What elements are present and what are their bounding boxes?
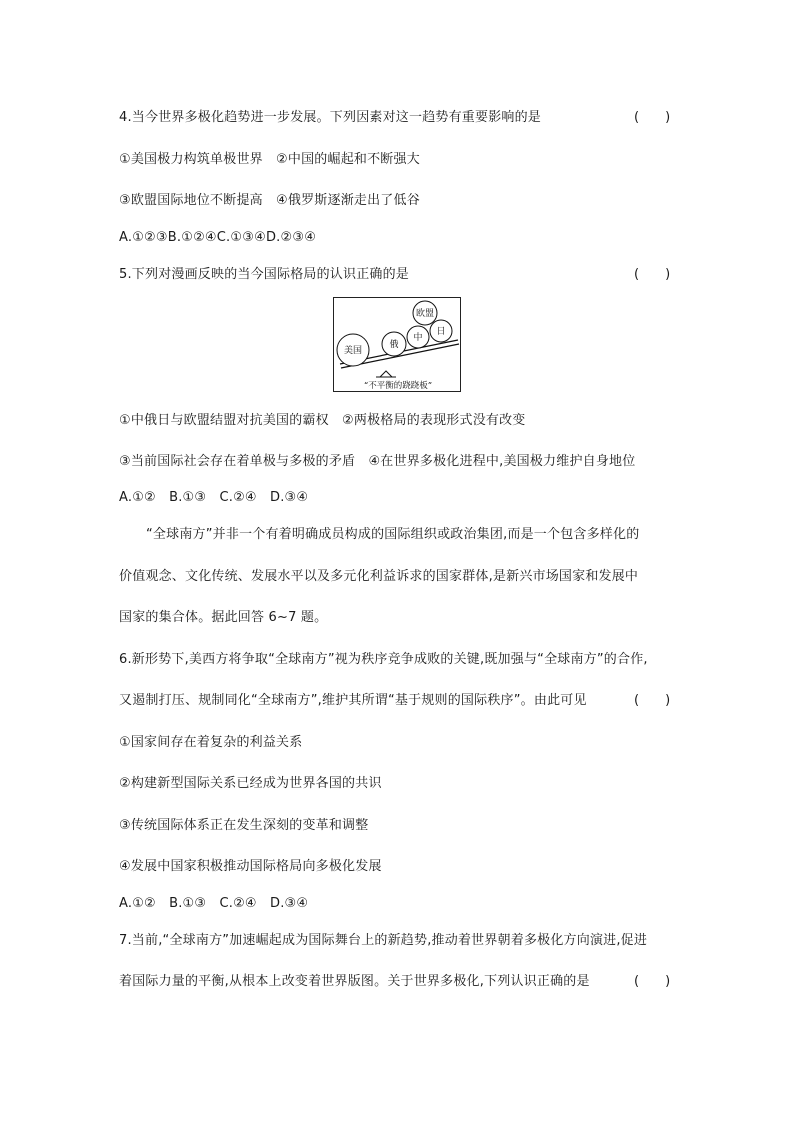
q4-answer-paren: ( ) <box>634 110 671 125</box>
passage-line-1: “全球南方”并非一个有着明确成员构成的国际组织或政治集团,而是一个包含多样化的 <box>146 527 640 542</box>
q5-stem: 5.下列对漫画反映的当今国际格局的认识正确的是 <box>119 267 410 282</box>
passage-line-2: 价值观念、文化传统、发展水平以及多元化利益诉求的国家群体,是新兴市场国家和发展中 <box>119 569 639 584</box>
q4-choices: A.①②③B.①②④C.①③④D.②③④ <box>119 230 317 245</box>
q6-option-2: ②构建新型国际关系已经成为世界各国的共识 <box>119 776 382 791</box>
q4-options-line-2: ③欧盟国际地位不断提高 ④俄罗斯逐渐走出了低谷 <box>119 193 420 208</box>
russia-label: 俄 <box>389 340 399 350</box>
q5-choices: A.①② B.①③ C.②④ D.③④ <box>119 490 309 505</box>
q4-options-line-1: ①美国极力构筑单极世界 ②中国的崛起和不断强大 <box>119 152 420 167</box>
usa-label: 美国 <box>343 346 363 356</box>
eu-label: 欧盟 <box>415 309 435 319</box>
seesaw-cartoon <box>333 297 461 392</box>
q6-option-4: ④发展中国家积极推动国际格局向多极化发展 <box>119 859 382 874</box>
seesaw-fulcrum <box>380 371 392 377</box>
q6-option-1: ①国家间存在着复杂的利益关系 <box>119 735 303 750</box>
japan-label: 日 <box>436 327 446 337</box>
figure-caption: “不平衡的跷跷板” <box>363 381 433 391</box>
q5-options-line-2: ③当前国际社会存在着单极与多极的矛盾 ④在世界多极化进程中,美国极力维护自身地位 <box>119 454 636 469</box>
q4-stem: 4.当今世界多极化趋势进一步发展。下列因素对这一趋势有重要影响的是 <box>119 110 542 125</box>
q6-stem-line-1: 6.新形势下,美西方将争取“全球南方”视为秩序竞争成败的关键,既加强与“全球南方”的合作, <box>119 652 648 667</box>
q5-options-line-1: ①中俄日与欧盟结盟对抗美国的霸权 ②两极格局的表现形式没有改变 <box>119 413 526 428</box>
q6-choices: A.①② B.①③ C.②④ D.③④ <box>119 896 309 911</box>
q5-answer-paren: ( ) <box>634 267 671 282</box>
q7-stem-line-2: 着国际力量的平衡,从根本上改变着世界版图。关于世界多极化,下列认识正确的是 <box>119 974 590 989</box>
china-label: 中 <box>413 333 423 343</box>
q6-stem-line-2: 又遏制打压、规制同化“全球南方”,维护其所谓“基于规则的国际秩序”。由此可见 <box>119 693 587 708</box>
q6-option-3: ③传统国际体系正在发生深刻的变革和调整 <box>119 818 369 833</box>
q7-stem-line-1: 7.当前,“全球南方”加速崛起成为国际舞台上的新趋势,推动着世界朝着多极化方向演进,促进 <box>119 933 648 948</box>
q7-answer-paren: ( ) <box>634 974 671 989</box>
q6-answer-paren: ( ) <box>634 693 671 708</box>
passage-line-3: 国家的集合体。据此回答 6~7 题。 <box>119 610 328 625</box>
